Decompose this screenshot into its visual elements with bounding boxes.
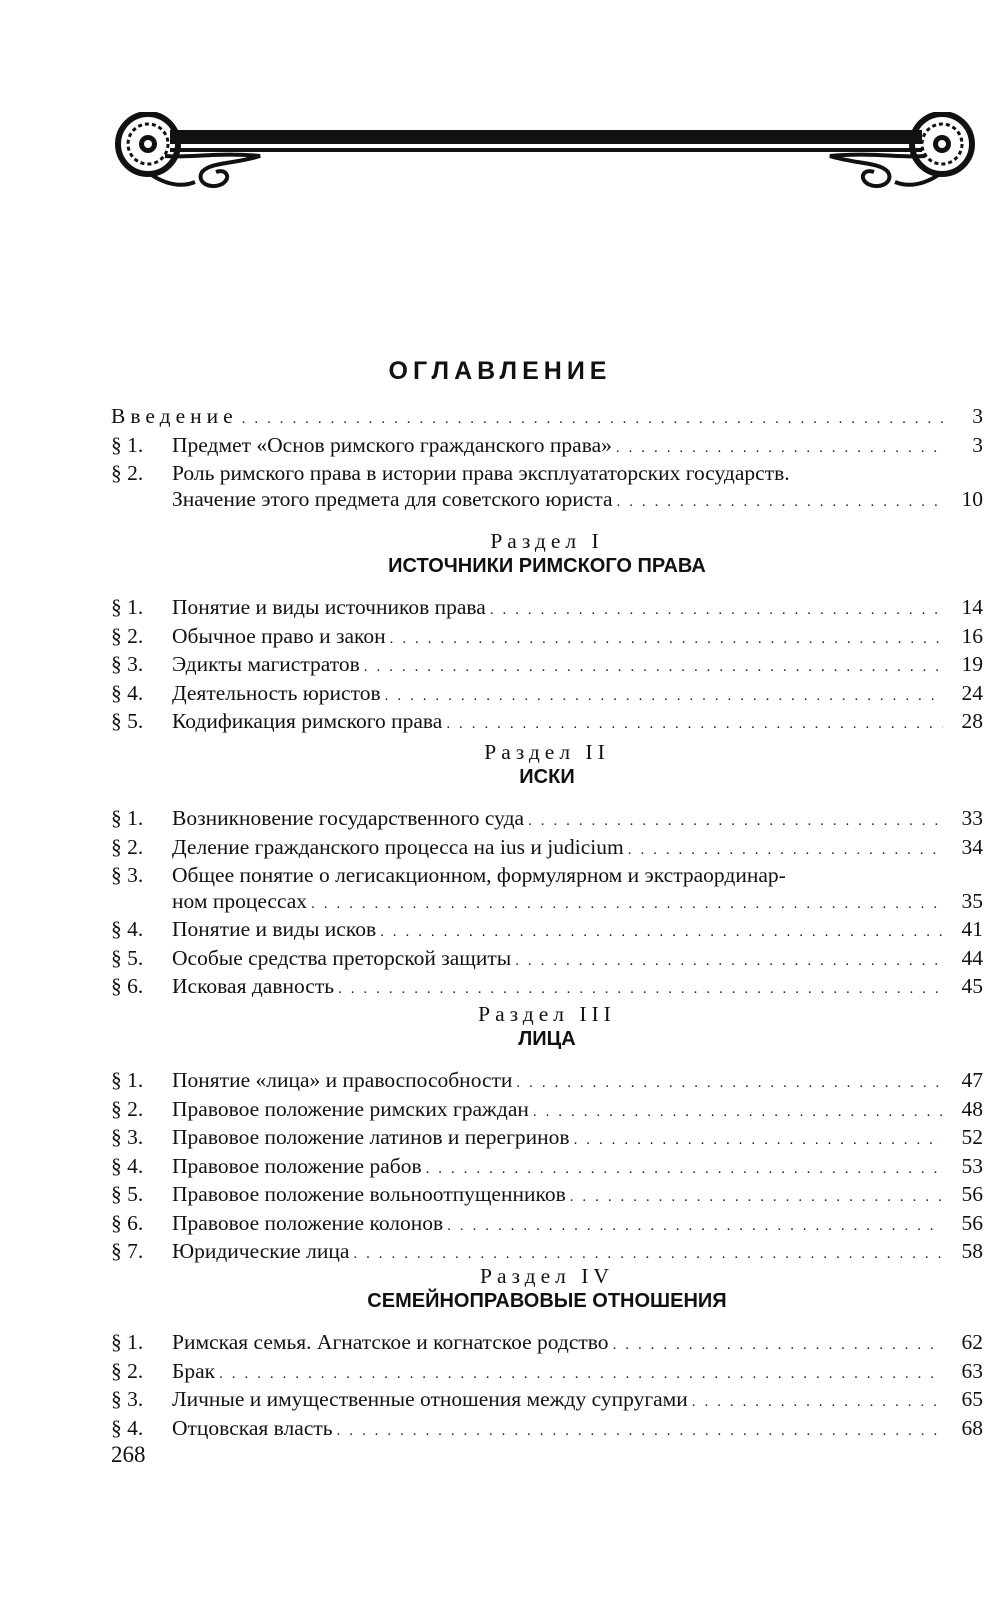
page-number: 268 bbox=[111, 1442, 146, 1467]
entry-page: 19 bbox=[961, 652, 983, 676]
entry-text: Обычное право и закон bbox=[172, 623, 386, 648]
leader-dots bbox=[447, 1214, 943, 1240]
leader-dots bbox=[613, 1333, 943, 1359]
section-title: ИСКИ bbox=[519, 766, 575, 788]
toc-entry[interactable] bbox=[111, 709, 983, 738]
entry-text: Предмет «Основ римского гражданского права» bbox=[172, 432, 612, 457]
entry-number: § 3. bbox=[111, 863, 144, 887]
entry-text: Деятельность юристов bbox=[172, 680, 381, 705]
section-2 bbox=[111, 740, 983, 1003]
entry-text: Общее понятие о легисакционном, формулярном и экстраординар- bbox=[172, 863, 786, 887]
entry-number: § 1. bbox=[111, 806, 144, 830]
entry-number: § 5. bbox=[111, 1182, 144, 1206]
entry-page: 16 bbox=[961, 623, 983, 648]
entry-text: Роль римского права в истории права эксплуататорских государств. bbox=[172, 461, 790, 485]
leader-dots bbox=[490, 598, 943, 624]
toc-entry[interactable] bbox=[111, 806, 983, 835]
section-3 bbox=[111, 1002, 983, 1268]
entry-number: § 2. bbox=[111, 834, 144, 859]
entry-number: § 5. bbox=[111, 945, 144, 970]
entry-text: Правовое положение рабов bbox=[172, 1153, 422, 1178]
entry-number: § 3. bbox=[111, 1125, 144, 1149]
toc-entry[interactable] bbox=[111, 1097, 983, 1126]
toc-entry[interactable] bbox=[111, 1125, 983, 1154]
entry-text: Брак bbox=[172, 1358, 216, 1383]
entry-text: Введение bbox=[111, 404, 238, 428]
entry-page: 44 bbox=[961, 945, 983, 970]
entry-page: 58 bbox=[961, 1239, 983, 1263]
entry-text: Особые средства преторской защиты bbox=[172, 945, 512, 970]
toc-entry[interactable] bbox=[111, 917, 983, 946]
toc-entry[interactable] bbox=[111, 681, 983, 710]
entry-number: § 4. bbox=[111, 1153, 144, 1178]
entry-text: Возникновение государственного суда bbox=[172, 806, 525, 830]
leader-dots bbox=[574, 1128, 943, 1154]
entry-page: 45 bbox=[961, 974, 983, 998]
toc-entry[interactable] bbox=[111, 624, 983, 653]
leader-dots bbox=[533, 1100, 943, 1126]
intro-list bbox=[111, 404, 983, 515]
toc-entry[interactable] bbox=[111, 1359, 983, 1388]
entry-text: Понятие и виды источников права bbox=[172, 595, 486, 619]
section-1 bbox=[111, 529, 983, 738]
leader-dots bbox=[628, 838, 943, 864]
entry-number: § 3. bbox=[111, 1387, 144, 1411]
toc-entry[interactable] bbox=[111, 433, 983, 462]
rosette-left-icon bbox=[118, 114, 178, 174]
entry-page: 35 bbox=[961, 888, 983, 913]
leader-dots bbox=[570, 1185, 943, 1211]
entry-page: 68 bbox=[961, 1415, 983, 1440]
leader-dots bbox=[364, 655, 943, 681]
leader-dots bbox=[426, 1157, 943, 1183]
header-ornament bbox=[110, 112, 980, 197]
entry-text: Понятие и виды исков bbox=[172, 917, 377, 941]
entry-page: 33 bbox=[961, 806, 983, 830]
entry-page: 28 bbox=[961, 709, 983, 733]
entry-page: 10 bbox=[961, 486, 983, 511]
leader-dots bbox=[617, 490, 944, 516]
entry-number: § 2. bbox=[111, 1096, 144, 1121]
entry-text: Правовое положение вольноотпущенников bbox=[172, 1182, 566, 1206]
entry-text: ном процессах bbox=[172, 888, 308, 913]
entry-text: Юридические лица bbox=[172, 1239, 350, 1263]
toc-entry[interactable] bbox=[111, 835, 983, 864]
entry-number: § 4. bbox=[111, 680, 144, 705]
toc-entry[interactable] bbox=[111, 1154, 983, 1183]
entry-text: Римская семья. Агнатское и когнатское родство bbox=[172, 1330, 609, 1354]
entry-page: 3 bbox=[972, 432, 983, 457]
entry-number: § 6. bbox=[111, 974, 144, 998]
entry-number: § 1. bbox=[111, 1068, 144, 1092]
toc-entry[interactable] bbox=[111, 1416, 983, 1445]
entry-page: 63 bbox=[961, 1358, 983, 1383]
entry-text: Правовое положение колонов bbox=[172, 1210, 444, 1235]
entry-page: 53 bbox=[961, 1153, 983, 1178]
entry-number: § 6. bbox=[111, 1210, 144, 1235]
entry-number: § 4. bbox=[111, 917, 144, 941]
toc-entry[interactable] bbox=[111, 652, 983, 681]
entry-text: Понятие «лица» и правоспособности bbox=[172, 1068, 513, 1092]
section-title: СЕМЕЙНОПРАВОВЫЕ ОТНОШЕНИЯ bbox=[367, 1290, 727, 1312]
toc-entry[interactable] bbox=[111, 1211, 983, 1240]
leader-dots bbox=[311, 892, 943, 918]
entry-text: Правовое положение римских граждан bbox=[172, 1096, 529, 1121]
entry-text: Кодификация римского права bbox=[172, 709, 443, 733]
toc-entry-continuation[interactable] bbox=[111, 889, 983, 918]
page-title: ОГЛАВЛЕНИЕ bbox=[388, 357, 612, 385]
entry-number: § 7. bbox=[111, 1239, 144, 1263]
section-label: Раздел IV bbox=[480, 1264, 614, 1288]
entry-page: 14 bbox=[961, 595, 983, 619]
leader-dots bbox=[515, 949, 943, 975]
leader-dots bbox=[242, 407, 943, 433]
entry-text: Правовое положение латинов и перегринов bbox=[172, 1125, 570, 1149]
entry-text: Деление гражданского процесса на ius и judicium bbox=[172, 834, 624, 859]
entry-text: Эдикты магистратов bbox=[172, 652, 360, 676]
toc-entry[interactable] bbox=[111, 1387, 983, 1416]
toc-entry[interactable] bbox=[111, 946, 983, 975]
entry-page: 56 bbox=[961, 1210, 983, 1235]
leader-dots bbox=[692, 1390, 943, 1416]
entry-number: § 2. bbox=[111, 461, 144, 485]
toc-entry[interactable] bbox=[111, 863, 983, 889]
entry-text: Исковая давность bbox=[172, 974, 335, 998]
leader-dots bbox=[616, 436, 943, 462]
entry-number: § 2. bbox=[111, 623, 144, 648]
section-label: Раздел I bbox=[490, 529, 604, 553]
entry-page: 62 bbox=[961, 1330, 983, 1354]
leader-dots bbox=[380, 920, 943, 946]
section-label: Раздел II bbox=[484, 740, 610, 764]
entry-text: Значение этого предмета для советского юриста bbox=[172, 486, 613, 511]
entry-page: 52 bbox=[961, 1125, 983, 1149]
entry-number: § 4. bbox=[111, 1415, 144, 1440]
toc-entry[interactable] bbox=[111, 1330, 983, 1359]
entry-number: § 1. bbox=[111, 1330, 144, 1354]
leader-dots bbox=[338, 977, 943, 1003]
toc-entry-intro[interactable] bbox=[111, 404, 983, 433]
section-label: Раздел III bbox=[478, 1002, 616, 1026]
entry-number: § 1. bbox=[111, 432, 144, 457]
entry-page: 48 bbox=[961, 1096, 983, 1121]
leader-dots bbox=[219, 1362, 943, 1388]
leader-dots bbox=[516, 1071, 943, 1097]
section-title: ЛИЦА bbox=[518, 1028, 576, 1050]
entry-number: § 2. bbox=[111, 1358, 144, 1383]
entry-page: 3 bbox=[972, 404, 983, 428]
entry-number: § 3. bbox=[111, 652, 144, 676]
entry-page: 41 bbox=[961, 917, 983, 941]
section-4 bbox=[111, 1264, 983, 1444]
entry-page: 34 bbox=[961, 834, 983, 859]
entry-page: 24 bbox=[961, 680, 983, 705]
toc-entry[interactable] bbox=[111, 595, 983, 624]
leader-dots bbox=[385, 684, 943, 710]
leader-dots bbox=[337, 1419, 943, 1445]
toc-entry-continuation[interactable] bbox=[111, 487, 983, 516]
section-title: ИСТОЧНИКИ РИМСКОГО ПРАВА bbox=[388, 555, 706, 577]
entry-page: 47 bbox=[961, 1068, 983, 1092]
entry-page: 65 bbox=[961, 1387, 983, 1411]
toc-entry[interactable] bbox=[111, 974, 983, 1003]
entry-text: Отцовская власть bbox=[172, 1415, 333, 1440]
leader-dots bbox=[390, 627, 943, 653]
entry-number: § 1. bbox=[111, 595, 144, 619]
entry-text: Личные и имущественные отношения между супругами bbox=[172, 1387, 688, 1411]
leader-dots bbox=[528, 809, 943, 835]
toc-entry[interactable] bbox=[111, 1182, 983, 1211]
toc-entry[interactable] bbox=[111, 1068, 983, 1097]
entry-page: 56 bbox=[961, 1182, 983, 1206]
toc-entry[interactable] bbox=[111, 461, 983, 487]
entry-number: § 5. bbox=[111, 709, 144, 733]
leader-dots bbox=[446, 712, 943, 738]
